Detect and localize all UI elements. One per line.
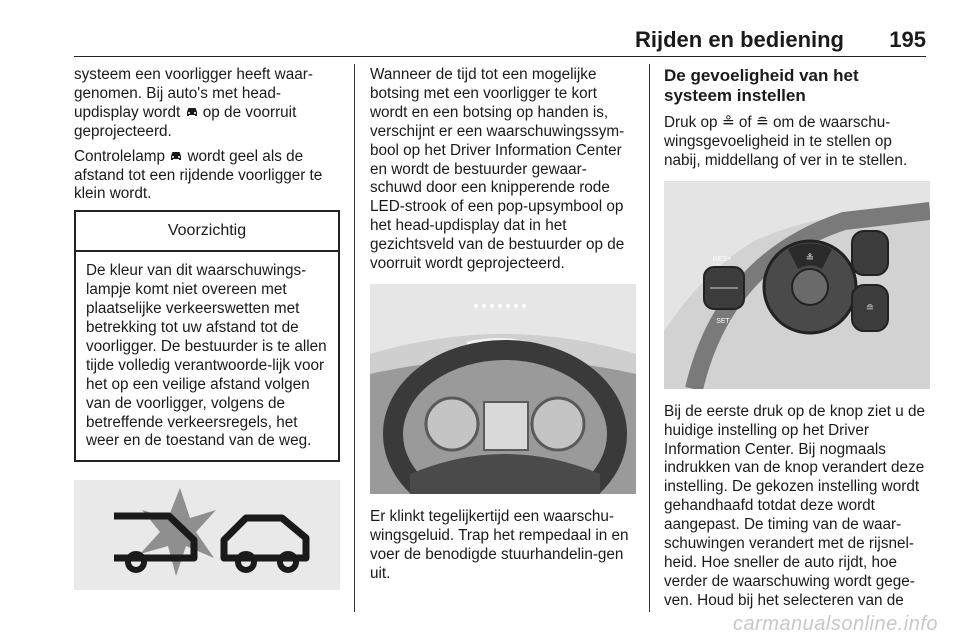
dashboard-image [370,284,636,494]
column-1 [74,66,340,590]
column-divider-2 [649,64,650,612]
vehicle-ahead-icon [169,150,183,162]
text-fragment: om de waarschu-wingsgevoeligheid in te stellen op nabij, middellang of ver in te stellen. [664,114,908,169]
paragraph-brake: Er klinkt tegelijkertijd een waarschu-wingsgeluid. Trap het rempedaal in en voer de benodigde stuurhandelin-gen uit. [370,507,629,582]
column-2 [370,66,636,590]
text-fragment: wordt geel als de afstand tot een rijdende voorligger te klein wordt. [74,147,323,203]
collision-icon [74,480,340,590]
text-fragment: systeem een voorligger heeft waar-genomen. Bij auto's met head-updisplay wordt [74,66,313,121]
sensitivity-button-icon: ≗ [805,252,815,264]
follow-distance-icon: ≘ [865,302,875,314]
text-fragment: Controlelamp [74,147,170,165]
steering-wheel-illustration [664,181,930,389]
text-fragment: op de voorruit geprojecteerd. [74,103,297,140]
column-3 [664,66,930,617]
steering-wheel-controls-image [664,181,930,389]
header-rule [74,56,926,57]
page-number: 195 [889,27,926,52]
page-title: Rijden en bediening [634,27,844,52]
paragraph-indicator [74,148,340,205]
column-divider-1 [354,64,355,612]
page-header [0,0,960,56]
paragraph-hud [74,66,340,142]
caution-text: De kleur van dit waarschuwings-lampje komt niet overeen met plaatselijke verkeerswetten met betrekking tot uw afstand tot de voorligger. De bestuurder is te allen tijde volledig verantwoorde-lijk voor het op een veilige afstand volgen van de voorligger, volgens de betreffende verkeersregels, het weer en de toestand van de weg. [86,262,327,450]
vehicle-ahead-icon [185,106,199,118]
collision-illustration [74,480,340,590]
text-fragment: of [734,114,756,131]
dashboard-illustration [370,284,636,494]
text-fragment: Druk op [664,114,722,131]
paragraph-warning-symbol: Wanneer de tijd tot een mogelijke botsing met een voorligger te kort wordt en een botsing op handen is, verschijnt er een waarschuwingssym-bool op het Driver Information Center en wordt de bestuurder gewaar-schuwd door een knipperende rode LED-strook of een pop-upsymbool op het head-updisplay dat in het gezichtsveld van de bestuurder op de voorruit wordt geprojecteerd. [370,66,625,273]
sensitivity-far-icon: ≘ [755,114,769,131]
set-label: SET- [716,317,732,325]
sensitivity-near-icon: ≗ [721,114,735,131]
paragraph-settings: Bij de eerste druk op de knop ziet u de huidige instelling op het Driver Information Center. Bij nogmaals indrukken van de knop verandert deze instelling. De gekozen instelling wordt gehandhaafd totdat deze wordt aangepast. De timing van de waar-schuwingen verandert met de rijsnel-heid. Hoe sneller de auto rijdt, hoe verder de waarschuwing wordt gege-ven. Houd bij het selecteren van de [664,402,926,609]
paragraph-sensitivity [664,114,930,171]
section-heading: De gevoeligheid van het systeem instellen [664,66,859,105]
caution-title: Voorzichtig [76,212,338,252]
caution-box [74,210,340,462]
res-label: RES+ [712,255,732,263]
watermark: carmanualsonline.info [732,613,938,635]
